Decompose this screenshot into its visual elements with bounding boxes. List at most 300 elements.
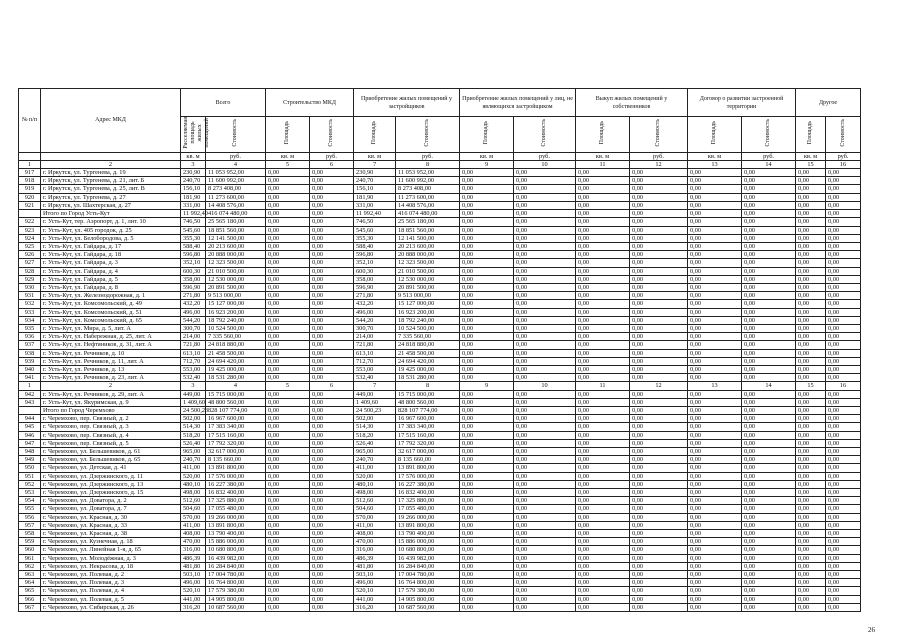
- value-cell: 17 325 880,00: [396, 497, 460, 505]
- value-cell: 0,00: [310, 571, 354, 579]
- value-cell: 21 458 500,00: [206, 349, 266, 357]
- value-cell: 0,00: [310, 300, 354, 308]
- row-number-cell: 924: [19, 234, 41, 242]
- value-cell: 0,00: [630, 505, 688, 513]
- value-cell: 13 891 800,00: [206, 464, 266, 472]
- value-cell: 0,00: [630, 390, 688, 398]
- table-row: [19, 226, 861, 234]
- address-cell: г. Усть-Кут, ул. Речников, д. 23, лит. А: [41, 374, 181, 382]
- address-cell: г. Черемхово, ул. Линейная 1-я, д. 65: [41, 546, 181, 554]
- value-cell: 16 227 380,00: [396, 480, 460, 488]
- value-cell: 0,00: [310, 398, 354, 406]
- address-cell: г. Усть-Кут, ул. Комсомольский, д. 51: [41, 308, 181, 316]
- value-cell: 0,00: [796, 259, 826, 267]
- value-cell: 0,00: [514, 480, 576, 488]
- value-cell: 11 992,40: [181, 210, 206, 218]
- value-cell: 0,00: [688, 439, 742, 447]
- row-number-cell: [19, 210, 41, 218]
- table-row: [19, 242, 861, 250]
- subheader-cost: Стоимость: [206, 117, 266, 153]
- value-cell: 240,70: [181, 177, 206, 185]
- value-cell: 16 923 200,00: [206, 308, 266, 316]
- value-cell: 0,00: [796, 169, 826, 177]
- value-cell: 0,00: [796, 349, 826, 357]
- value-cell: 0,00: [796, 423, 826, 431]
- value-cell: 526,40: [354, 439, 396, 447]
- value-cell: 470,00: [181, 538, 206, 546]
- value-cell: 0,00: [826, 587, 861, 595]
- value-cell: 24 500,23: [354, 406, 396, 414]
- value-cell: 0,00: [266, 579, 310, 587]
- value-cell: 0,00: [576, 292, 630, 300]
- table-row: [19, 480, 861, 488]
- value-cell: 0,00: [576, 185, 630, 193]
- address-cell: г. Усть-Кут, ул. Речников, д. 29, лит. А: [41, 390, 181, 398]
- address-cell: г. Черемхово, ул. Доватора, д. 7: [41, 505, 181, 513]
- value-cell: 17 055 480,00: [206, 505, 266, 513]
- address-cell: г. Черемхово, пер. Связный, д. 2: [41, 415, 181, 423]
- table-row: [19, 497, 861, 505]
- value-cell: 17 383 340,00: [396, 423, 460, 431]
- value-cell: 0,00: [630, 587, 688, 595]
- value-cell: 0,00: [576, 357, 630, 365]
- value-cell: 0,00: [576, 505, 630, 513]
- address-cell: г. Черемхово, пер. Связный, д. 3: [41, 423, 181, 431]
- value-cell: 25 565 180,00: [206, 218, 266, 226]
- value-cell: 16 284 840,00: [396, 562, 460, 570]
- value-cell: 0,00: [796, 505, 826, 513]
- value-cell: 0,00: [826, 423, 861, 431]
- column-index-cell: 8: [396, 160, 460, 168]
- value-cell: 0,00: [514, 283, 576, 291]
- table-row: [19, 554, 861, 562]
- value-cell: 15 715 000,00: [396, 390, 460, 398]
- value-cell: 0,00: [630, 447, 688, 455]
- group-header-purchase-non-developers: Приобретение жилых помещений у лиц, не являющихся застройщиком: [460, 89, 576, 117]
- value-cell: 544,20: [354, 316, 396, 324]
- unit-cell: руб.: [396, 152, 460, 160]
- value-cell: 0,00: [826, 341, 861, 349]
- value-cell: 19 266 000,00: [396, 513, 460, 521]
- value-cell: 518,20: [181, 431, 206, 439]
- value-cell: 0,00: [630, 292, 688, 300]
- value-cell: 0,00: [460, 587, 514, 595]
- value-cell: 16 832 400,00: [206, 489, 266, 497]
- value-cell: 0,00: [576, 234, 630, 242]
- value-cell: 0,00: [514, 415, 576, 423]
- value-cell: 0,00: [266, 439, 310, 447]
- value-cell: 496,00: [354, 579, 396, 587]
- value-cell: 0,00: [826, 439, 861, 447]
- value-cell: 0,00: [576, 201, 630, 209]
- value-cell: 746,50: [181, 218, 206, 226]
- value-cell: 12 141 500,00: [206, 234, 266, 242]
- group-header-construction: Строительство МКД: [266, 89, 354, 117]
- value-cell: 0,00: [514, 300, 576, 308]
- table-row: [19, 283, 861, 291]
- value-cell: 24 694 420,00: [396, 357, 460, 365]
- address-cell: г. Усть-Кут, ул. Гайдара, д. 4: [41, 267, 181, 275]
- value-cell: 25 565 180,00: [396, 218, 460, 226]
- value-cell: 0,00: [514, 357, 576, 365]
- value-cell: 0,00: [576, 251, 630, 259]
- value-cell: 0,00: [514, 538, 576, 546]
- value-cell: 7 335 560,00: [206, 333, 266, 341]
- value-cell: 0,00: [742, 341, 796, 349]
- value-cell: 0,00: [310, 242, 354, 250]
- value-cell: 0,00: [460, 603, 514, 611]
- value-cell: 17 055 480,00: [396, 505, 460, 513]
- value-cell: 0,00: [796, 292, 826, 300]
- value-cell: 0,00: [460, 201, 514, 209]
- value-cell: 17 792 320,00: [206, 439, 266, 447]
- value-cell: 481,80: [354, 562, 396, 570]
- value-cell: 0,00: [460, 447, 514, 455]
- value-cell: 11 273 600,00: [206, 193, 266, 201]
- value-cell: 18 851 560,00: [396, 226, 460, 234]
- value-cell: 486,39: [181, 554, 206, 562]
- value-cell: 10 680 800,00: [206, 546, 266, 554]
- value-cell: 0,00: [514, 464, 576, 472]
- value-cell: 10 687 560,00: [396, 603, 460, 611]
- value-cell: 0,00: [630, 497, 688, 505]
- address-cell: 2: [41, 382, 181, 390]
- value-cell: 0,00: [460, 169, 514, 177]
- value-cell: 0,00: [826, 251, 861, 259]
- value-cell: 0,00: [826, 415, 861, 423]
- value-cell: 0,00: [826, 489, 861, 497]
- row-number-cell: 956: [19, 513, 41, 521]
- value-cell: 0,00: [796, 308, 826, 316]
- value-cell: 0,00: [688, 472, 742, 480]
- value-cell: 24 694 420,00: [206, 357, 266, 365]
- value-cell: 0,00: [688, 497, 742, 505]
- value-cell: 0,00: [688, 365, 742, 373]
- value-cell: 20 891 500,00: [396, 283, 460, 291]
- value-cell: 0,00: [266, 554, 310, 562]
- value-cell: 0,00: [826, 226, 861, 234]
- value-cell: 0,00: [266, 431, 310, 439]
- value-cell: 0,00: [514, 251, 576, 259]
- value-cell: 0,00: [796, 275, 826, 283]
- subheader-cost: Стоимость: [826, 117, 861, 153]
- value-cell: 0,00: [310, 406, 354, 414]
- row-number-cell: 951: [19, 472, 41, 480]
- value-cell: 0,00: [576, 267, 630, 275]
- value-cell: 504,60: [181, 505, 206, 513]
- value-cell: 0,00: [826, 324, 861, 332]
- value-cell: 3: [181, 382, 206, 390]
- value-cell: 570,00: [181, 513, 206, 521]
- unit-cell: руб.: [630, 152, 688, 160]
- value-cell: 411,00: [354, 464, 396, 472]
- value-cell: 0,00: [514, 193, 576, 201]
- value-cell: 0,00: [688, 341, 742, 349]
- row-number-cell: 946: [19, 431, 41, 439]
- subheader-cost: Стоимость: [310, 117, 354, 153]
- value-cell: 0,00: [630, 415, 688, 423]
- value-cell: 0,00: [266, 505, 310, 513]
- value-cell: 0,00: [630, 275, 688, 283]
- address-cell: г. Черемхово, ул. Дзержинского, д. 13: [41, 480, 181, 488]
- value-cell: 0,00: [514, 169, 576, 177]
- value-cell: 10 680 800,00: [396, 546, 460, 554]
- value-cell: 512,60: [354, 497, 396, 505]
- value-cell: 0,00: [460, 530, 514, 538]
- address-cell: г. Усть-Кут, ул. Нефтяников, д. 31, лит. А: [41, 341, 181, 349]
- value-cell: 17 576 000,00: [396, 472, 460, 480]
- value-cell: 0,00: [460, 357, 514, 365]
- column-index-row: [19, 160, 861, 168]
- value-cell: 0,00: [630, 333, 688, 341]
- value-cell: 0,00: [630, 308, 688, 316]
- value-cell: 0,00: [826, 571, 861, 579]
- address-cell: г. Усть-Кут, ул. Комсомольский, д. 49: [41, 300, 181, 308]
- value-cell: 0,00: [630, 554, 688, 562]
- value-cell: 0,00: [742, 333, 796, 341]
- value-cell: 16 764 800,00: [206, 579, 266, 587]
- value-cell: 0,00: [576, 365, 630, 373]
- value-cell: 0,00: [826, 513, 861, 521]
- value-cell: 14 408 576,00: [206, 201, 266, 209]
- value-cell: 0,00: [460, 226, 514, 234]
- value-cell: 12 530 000,00: [206, 275, 266, 283]
- address-cell: г. Черемхово, ул. Бельшевиков, д. 61: [41, 447, 181, 455]
- value-cell: 5: [266, 382, 310, 390]
- value-cell: 0,00: [310, 193, 354, 201]
- value-cell: 502,00: [181, 415, 206, 423]
- value-cell: 0,00: [266, 406, 310, 414]
- value-cell: 0,00: [826, 530, 861, 538]
- value-cell: 0,00: [310, 292, 354, 300]
- table-row: [19, 579, 861, 587]
- value-cell: 0,00: [514, 349, 576, 357]
- value-cell: 0,00: [514, 497, 576, 505]
- subtotal-row: [19, 210, 861, 218]
- value-cell: 545,60: [354, 226, 396, 234]
- row-number-cell: 949: [19, 456, 41, 464]
- value-cell: 0,00: [266, 333, 310, 341]
- value-cell: 0,00: [796, 365, 826, 373]
- value-cell: 0,00: [310, 283, 354, 291]
- value-cell: 0,00: [688, 571, 742, 579]
- value-cell: 0,00: [266, 415, 310, 423]
- value-cell: 16 967 600,00: [396, 415, 460, 423]
- value-cell: 0,00: [576, 398, 630, 406]
- value-cell: 17 004 780,00: [396, 571, 460, 579]
- value-cell: 0,00: [688, 242, 742, 250]
- value-cell: 0,00: [576, 562, 630, 570]
- value-cell: 0,00: [576, 218, 630, 226]
- value-cell: 0,00: [460, 546, 514, 554]
- value-cell: 588,40: [354, 242, 396, 250]
- value-cell: 0,00: [688, 283, 742, 291]
- value-cell: 0,00: [514, 177, 576, 185]
- value-cell: 0,00: [630, 513, 688, 521]
- table-row: [19, 324, 861, 332]
- value-cell: 0,00: [688, 324, 742, 332]
- value-cell: 20 888 000,00: [396, 251, 460, 259]
- table-row: [19, 431, 861, 439]
- value-cell: 0,00: [576, 546, 630, 554]
- value-cell: 0,00: [688, 177, 742, 185]
- value-cell: 0,00: [460, 218, 514, 226]
- value-cell: 0,00: [688, 210, 742, 218]
- value-cell: 0,00: [826, 456, 861, 464]
- value-cell: 0,00: [796, 546, 826, 554]
- value-cell: 408,00: [354, 530, 396, 538]
- value-cell: 0,00: [460, 177, 514, 185]
- value-cell: 0,00: [266, 259, 310, 267]
- column-index-cell: 16: [826, 160, 861, 168]
- value-cell: 0,00: [688, 316, 742, 324]
- value-cell: 16 439 982,00: [396, 554, 460, 562]
- value-cell: 8 135 660,00: [206, 456, 266, 464]
- value-cell: 0,00: [460, 562, 514, 570]
- value-cell: 0,00: [310, 201, 354, 209]
- value-cell: 0,00: [688, 226, 742, 234]
- address-cell: г. Черемхово, ул. Бельшевиков, д. 65: [41, 456, 181, 464]
- value-cell: 358,00: [181, 275, 206, 283]
- value-cell: 0,00: [310, 251, 354, 259]
- row-number-cell: 925: [19, 242, 41, 250]
- row-number-cell: 967: [19, 603, 41, 611]
- value-cell: 0,00: [630, 480, 688, 488]
- address-cell: г. Усть-Кут, ул. Речников, д. 13: [41, 365, 181, 373]
- subheader-cost: Стоимость: [742, 117, 796, 153]
- value-cell: 0,00: [826, 259, 861, 267]
- value-cell: 0,00: [514, 259, 576, 267]
- value-cell: 0,00: [630, 324, 688, 332]
- value-cell: 8: [396, 382, 460, 390]
- value-cell: 0,00: [460, 431, 514, 439]
- value-cell: 0,00: [630, 316, 688, 324]
- value-cell: 0,00: [796, 472, 826, 480]
- address-cell: г. Черемхово, ул. Полевая, д. 5: [41, 595, 181, 603]
- value-cell: 0,00: [688, 538, 742, 546]
- value-cell: 0,00: [742, 267, 796, 275]
- value-cell: 0,00: [460, 374, 514, 382]
- row-number-cell: 947: [19, 439, 41, 447]
- row-number-cell: 958: [19, 530, 41, 538]
- row-number-cell: 926: [19, 251, 41, 259]
- row-number-cell: 965: [19, 587, 41, 595]
- value-cell: 0,00: [826, 398, 861, 406]
- value-cell: 0,00: [742, 480, 796, 488]
- value-cell: 0,00: [460, 505, 514, 513]
- value-cell: 19 425 000,00: [396, 365, 460, 373]
- value-cell: 416 074 480,00: [396, 210, 460, 218]
- table-header: [19, 89, 861, 169]
- value-cell: 0,00: [266, 357, 310, 365]
- value-cell: 0,00: [460, 472, 514, 480]
- value-cell: 0,00: [460, 316, 514, 324]
- value-cell: 449,00: [354, 390, 396, 398]
- value-cell: 24 500,23: [181, 406, 206, 414]
- table-row: [19, 201, 861, 209]
- value-cell: 0,00: [310, 579, 354, 587]
- value-cell: 9 513 000,00: [206, 292, 266, 300]
- value-cell: 486,39: [354, 554, 396, 562]
- value-cell: 0,00: [576, 193, 630, 201]
- value-cell: 0,00: [630, 193, 688, 201]
- value-cell: 17 515 160,00: [396, 431, 460, 439]
- value-cell: 0,00: [742, 177, 796, 185]
- value-cell: 0,00: [576, 431, 630, 439]
- value-cell: 18 531 280,00: [206, 374, 266, 382]
- value-cell: 0,00: [310, 587, 354, 595]
- value-cell: 0,00: [514, 390, 576, 398]
- value-cell: 0,00: [576, 554, 630, 562]
- row-number-cell: 937: [19, 341, 41, 349]
- value-cell: 0,00: [514, 365, 576, 373]
- value-cell: 9 513 000,00: [396, 292, 460, 300]
- value-cell: 0,00: [630, 398, 688, 406]
- value-cell: 0,00: [826, 316, 861, 324]
- value-cell: 0,00: [460, 398, 514, 406]
- value-cell: 0,00: [310, 546, 354, 554]
- value-cell: 0,00: [688, 169, 742, 177]
- table-row: [19, 275, 861, 283]
- value-cell: 0,00: [796, 398, 826, 406]
- value-cell: 20 213 600,00: [206, 242, 266, 250]
- value-cell: 0,00: [630, 472, 688, 480]
- value-cell: 0,00: [310, 530, 354, 538]
- address-cell: г. Усть-Кут, ул. Речников, д. 10: [41, 349, 181, 357]
- address-cell: г. Усть-Кут, тер. Аэропорт, д. 1, лит. 10: [41, 218, 181, 226]
- value-cell: 520,10: [181, 587, 206, 595]
- address-cell: г. Усть-Кут, ул. Гайдара, д. 18: [41, 251, 181, 259]
- value-cell: 553,00: [354, 365, 396, 373]
- value-cell: 32 617 000,00: [206, 447, 266, 455]
- value-cell: 0,00: [514, 595, 576, 603]
- value-cell: 0,00: [310, 218, 354, 226]
- value-cell: 0,00: [514, 292, 576, 300]
- table-row: [19, 251, 861, 259]
- value-cell: 0,00: [460, 571, 514, 579]
- value-cell: 0,00: [514, 324, 576, 332]
- value-cell: 0,00: [576, 349, 630, 357]
- value-cell: 0,00: [826, 218, 861, 226]
- subheader-area: Площадь: [266, 117, 310, 153]
- row-number-cell: 932: [19, 300, 41, 308]
- value-cell: 0,00: [742, 201, 796, 209]
- value-cell: 0,00: [266, 234, 310, 242]
- value-cell: 0,00: [630, 374, 688, 382]
- value-cell: 13 891 800,00: [206, 521, 266, 529]
- row-number-cell: 943: [19, 398, 41, 406]
- address-cell: г. Черемхово, пер. Связный, д. 5: [41, 439, 181, 447]
- value-cell: 0,00: [576, 308, 630, 316]
- table-row: [19, 341, 861, 349]
- value-cell: 0,00: [460, 341, 514, 349]
- value-cell: 352,10: [354, 259, 396, 267]
- value-cell: 0,00: [796, 251, 826, 259]
- value-cell: 0,00: [688, 398, 742, 406]
- value-cell: 0,00: [266, 308, 310, 316]
- value-cell: 0,00: [310, 316, 354, 324]
- table-row: [19, 374, 861, 382]
- value-cell: 0,00: [460, 333, 514, 341]
- address-cell: г. Черемхово, ул. Полевая, д. 2: [41, 571, 181, 579]
- value-cell: 0,00: [576, 374, 630, 382]
- value-cell: 0,00: [742, 530, 796, 538]
- value-cell: 0,00: [310, 210, 354, 218]
- value-cell: 15 127 000,00: [206, 300, 266, 308]
- value-cell: 0,00: [310, 538, 354, 546]
- value-cell: 7: [354, 382, 396, 390]
- value-cell: 17 515 160,00: [206, 431, 266, 439]
